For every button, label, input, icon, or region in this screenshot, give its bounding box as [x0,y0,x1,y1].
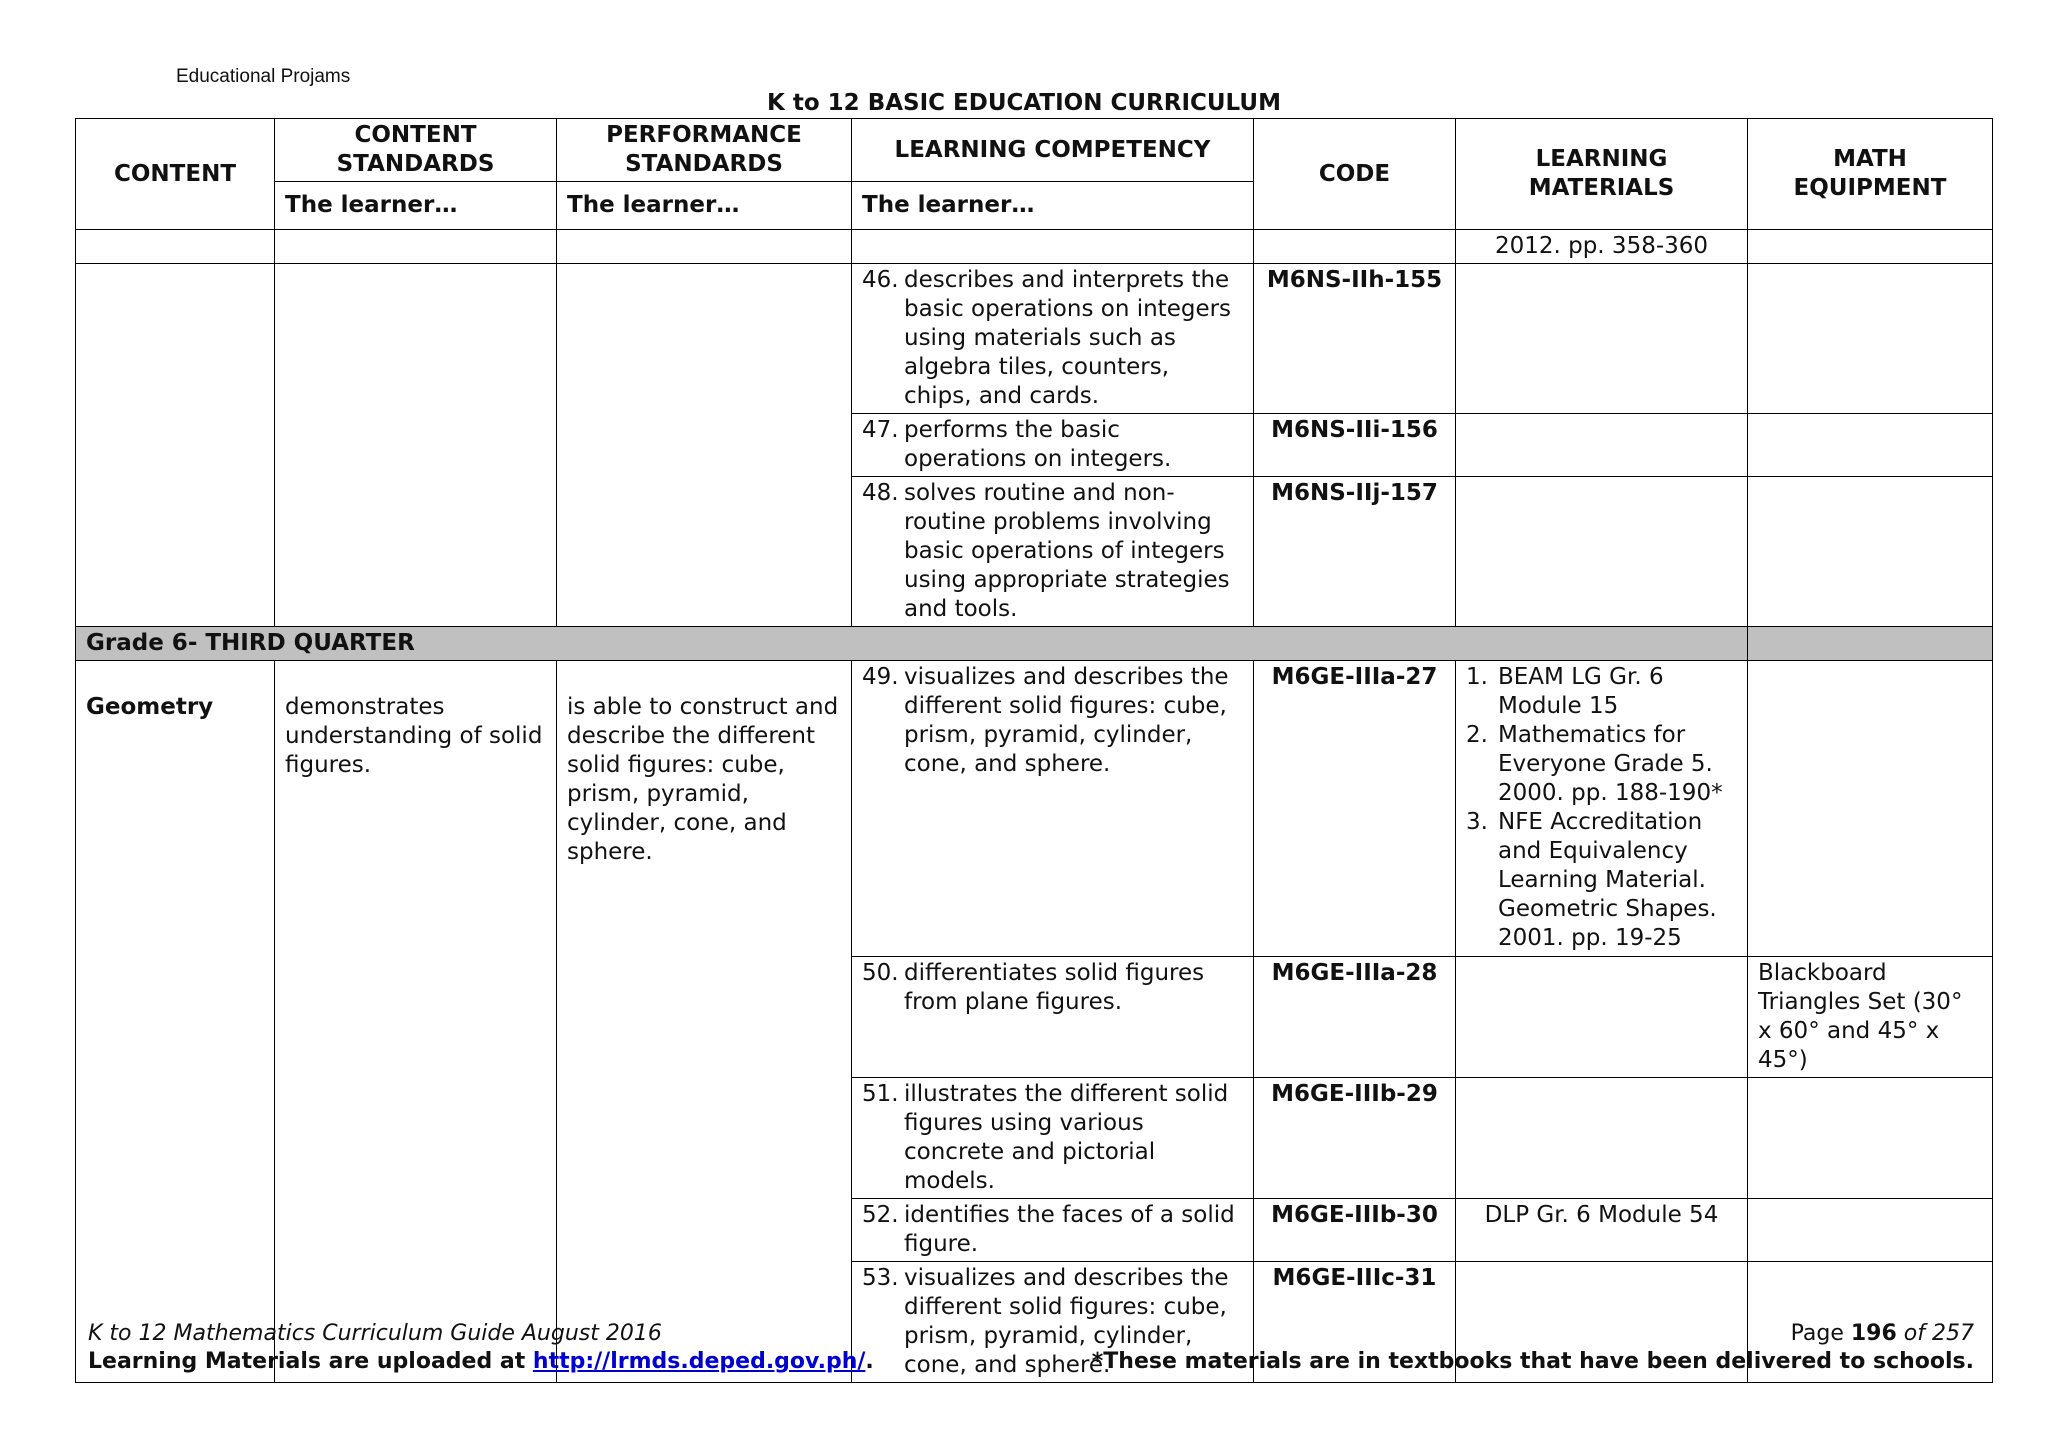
code-47: M6NS-IIi-156 [1254,414,1456,477]
content-standard-cell-empty [275,264,557,627]
list-item: 2. Mathematics for Everyone Grade 5. 2000. pp. 188-190* [1466,722,1723,806]
continued-material: 2012. pp. 358-360 [1456,230,1748,264]
content-geometry: Geometry [76,661,275,1383]
list-item: 3. NFE Accreditation and Equivalency Learning Material. Geometric Shapes. 2001. pp. 19-25 [1466,809,1717,951]
header-learner: The learner… [557,182,852,230]
competency-51: 51. illustrates the different solid figures using various concrete and pictorial models. [852,1078,1254,1199]
materials-52: DLP Gr. 6 Module 54 [1456,1199,1748,1262]
header-content: CONTENT [76,119,275,230]
competency-50: 50. differentiates solid figures from plane figures. [852,957,1254,1078]
code-53: M6GE-IIIc-31 [1254,1262,1456,1383]
competency-48: 48. solves routine and non-routine problems involving basic operations of integers using appropriate strategies and tools. [852,477,1254,627]
document-title: K to 12 BASIC EDUCATION CURRICULUM [767,90,1281,116]
code-51: M6GE-IIIb-29 [1254,1078,1456,1199]
performance-standard-cell-empty [557,264,852,627]
header-learner: The learner… [275,182,557,230]
textbook-note: *These materials are in textbooks that have been delivered to schools. [1091,1349,1974,1374]
header-performance-standards: PERFORMANCE STANDARDS [557,119,852,182]
code-46: M6NS-IIh-155 [1254,264,1456,414]
quarter-label: Grade 6- THIRD QUARTER [76,627,1748,661]
competency-53: 53. visualizes and describes the different solid figures: cube, prism, pyramid, cylinder, cone, and sphere. [852,1262,1254,1383]
code-52: M6GE-IIIb-30 [1254,1199,1456,1262]
competency-52: 52. identifies the faces of a solid figure. [852,1199,1254,1262]
code-49: M6GE-IIIa-27 [1254,661,1456,957]
list-item: 1. BEAM LG Gr. 6 Module 15 [1466,664,1664,719]
upload-note: Learning Materials are uploaded at http://lrmds.deped.gov.ph/. [88,1349,874,1374]
competency-46: 46. describes and interprets the basic operations on integers using materials such as algebra tiles, counters, chips, and cards. [852,264,1254,414]
content-standard-geometry: demonstrates understanding of solid figures. [275,661,557,1383]
header-learning-competency: LEARNING COMPETENCY [852,119,1254,182]
guide-title: K to 12 Mathematics Curriculum Guide August 2016 [88,1321,662,1346]
header-learning-materials: LEARNING MATERIALS [1456,119,1748,230]
header-learner: The learner… [852,182,1254,230]
performance-standard-geometry: is able to construct and describe the different solid figures: cube, prism, pyramid, cylinder, cone, and sphere. [557,661,852,1383]
header-math-equipment: MATH EQUIPMENT [1748,119,1993,230]
code-48: M6NS-IIj-157 [1254,477,1456,627]
competency-47: 47. performs the basic operations on integers. [852,414,1254,477]
footer-left [88,1320,874,1376]
equipment-50: Blackboard Triangles Set (30° x 60° and 45° x 45°) [1748,957,1993,1078]
watermark: Educational Projams [176,66,351,87]
header-content-standards: CONTENT STANDARDS [275,119,557,182]
code-50: M6GE-IIIa-28 [1254,957,1456,1078]
content-cell-empty [76,264,275,627]
page-number: Page 196 of 257 [1790,1321,1974,1346]
footer-right [1092,1320,1974,1376]
header-code: CODE [1254,119,1456,230]
curriculum-table [75,118,1993,1383]
materials-49 [1456,661,1748,957]
lrmds-link[interactable]: http://lrmds.deped.gov.ph/ [532,1349,866,1374]
competency-49: 49. visualizes and describes the different solid figures: cube, prism, pyramid, cylinder, cone, and sphere. [852,661,1254,957]
